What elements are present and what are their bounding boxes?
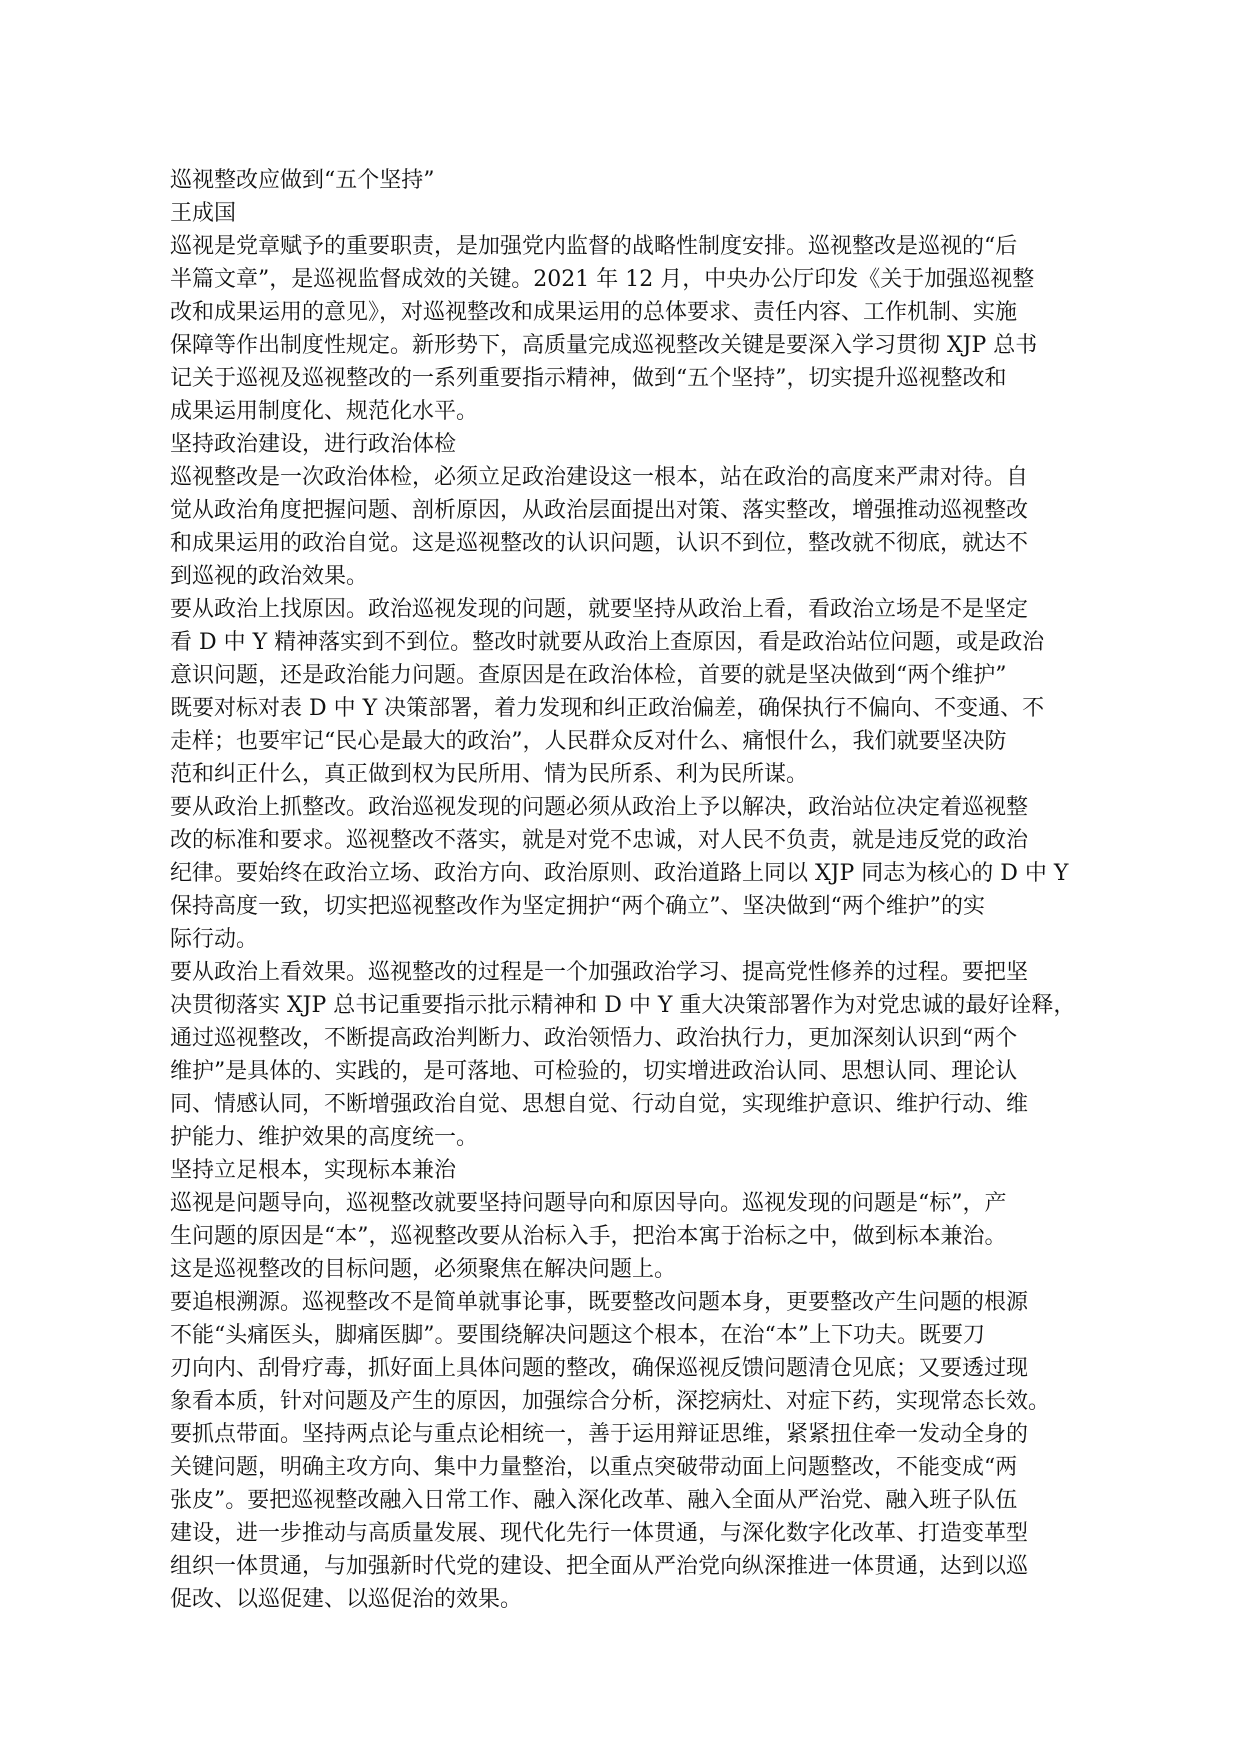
text-line: 纪律。要始终在政治立场、政治方向、政治原则、政治道路上同以 XJP 同志为核心的 D 中 Y — [170, 861, 1069, 886]
document-title: 巡视整改应做到“五个坚持” — [170, 168, 435, 193]
text-line: 既要对标对表 D 中 Y 决策部署，着力发现和纠正政治偏差，确保执行不偏向、不变通、不 — [170, 696, 1045, 721]
text-line: 改的标准和要求。巡视整改不落实，就是对党不忠诚，对人民不负责，就是违反党的政治 — [170, 828, 1029, 853]
text-line: 成果运用制度化、规范化水平。 — [170, 399, 479, 424]
text-line: 建设，进一步推动与高质量发展、现代化先行一体贯通，与深化数字化改革、打造变革型 — [170, 1521, 1029, 1546]
text-line: 觉从政治角度把握问题、剖析原因，从政治层面提出对策、落实整改，增强推动巡视整改 — [170, 498, 1029, 523]
text-line: 要从政治上看效果。巡视整改的过程是一个加强政治学习、提高党性修养的过程。要把坚 — [170, 960, 1029, 985]
text-line: 象看本质，针对问题及产生的原因，加强综合分析，深挖病灶、对症下药，实现常态长效。 — [170, 1389, 1051, 1414]
text-line: 维护”是具体的、实践的，是可落地、可检验的，切实增进政治认同、思想认同、理论认 — [170, 1059, 1018, 1084]
text-line: 保持高度一致，切实把巡视整改作为坚定拥护“两个确立”、坚决做到“两个维护”的实 — [170, 894, 985, 919]
paragraph — [170, 1187, 1070, 1286]
text-line: 决贯彻落实 XJP 总书记重要指示批示精神和 D 中 Y 重大决策部署作为对党忠诚的最好诠释， — [170, 993, 1076, 1018]
document-body — [170, 164, 1076, 1616]
paragraph — [170, 461, 1070, 593]
text-line: 意识问题，还是政治能力问题。查原因是在政治体检，首要的就是坚决做到“两个维护” — [170, 663, 1007, 688]
text-line: 护能力、维护效果的高度统一。 — [170, 1125, 479, 1150]
text-line: 组织一体贯通，与加强新时代党的建设、把全面从严治党向纵深推进一体贯通，达到以巡 — [170, 1554, 1029, 1579]
text-line: 通过巡视整改，不断提高政治判断力、政治领悟力、政治执行力，更加深刻认识到“两个 — [170, 1026, 1018, 1051]
text-line: 生问题的原因是“本”，巡视整改要从治标入手，把治本寓于治标之中，做到标本兼治。 — [170, 1224, 1007, 1249]
text-line: 巡视是党章赋予的重要职责，是加强党内监督的战略性制度安排。巡视整改是巡视的“后 — [170, 234, 1018, 259]
paragraph — [170, 1418, 1070, 1616]
paragraph — [170, 791, 1070, 956]
text-line: 际行动。 — [170, 927, 259, 952]
text-line: 巡视整改是一次政治体检，必须立足政治建设这一根本，站在政治的高度来严肃对待。自 — [170, 465, 1029, 490]
author-name: 王成国 — [170, 201, 237, 226]
text-line: 半篇文章”，是巡视监督成效的关键。2021 年 12 月，中央办公厅印发《关于加强巡视整 — [170, 267, 1035, 292]
text-line: 这是巡视整改的目标问题，必须聚焦在解决问题上。 — [170, 1257, 677, 1282]
paragraph — [170, 593, 1070, 791]
text-line: 范和纠正什么，真正做到权为民所用、情为民所系、利为民所谋。 — [170, 762, 809, 787]
paragraph — [170, 1286, 1070, 1418]
section-heading: 坚持立足根本，实现标本兼治 — [170, 1158, 457, 1183]
text-line: 看 D 中 Y 精神落实到不到位。整改时就要从政治上查原因，看是政治站位问题，或是政治 — [170, 630, 1045, 655]
text-line: 刃向内、刮骨疗毒，抓好面上具体问题的整改，确保巡视反馈问题清仓见底；又要透过现 — [170, 1356, 1029, 1381]
intro-paragraph — [170, 230, 1070, 428]
text-line: 和成果运用的政治自觉。这是巡视整改的认识问题，认识不到位，整改就不彻底，就达不 — [170, 531, 1029, 556]
text-line: 走样；也要牢记“民心是最大的政治”，人民群众反对什么、痛恨什么，我们就要坚决防 — [170, 729, 1007, 754]
text-line: 不能“头痛医头，脚痛医脚”。要围绕解决问题这个根本，在治“本”上下功夫。既要刀 — [170, 1323, 985, 1348]
section-heading: 坚持政治建设，进行政治体检 — [170, 432, 457, 457]
text-line: 要从政治上抓整改。政治巡视发现的问题必须从政治上予以解决，政治站位决定着巡视整 — [170, 795, 1029, 820]
text-line: 巡视是问题导向，巡视整改就要坚持问题导向和原因导向。巡视发现的问题是“标”，产 — [170, 1191, 1007, 1216]
paragraph — [170, 956, 1076, 1154]
text-line: 要从政治上找原因。政治巡视发现的问题，就要坚持从政治上看，看政治立场是不是坚定 — [170, 597, 1029, 622]
text-line: 保障等作出制度性规定。新形势下，高质量完成巡视整改关键是要深入学习贯彻 XJP 总书 — [170, 333, 1038, 358]
text-line: 记关于巡视及巡视整改的一系列重要指示精神，做到“五个坚持”，切实提升巡视整改和 — [170, 366, 1007, 391]
text-line: 改和成果运用的意见》，对巡视整改和成果运用的总体要求、责任内容、工作机制、实施 — [170, 300, 1018, 325]
text-line: 关键问题，明确主攻方向、集中力量整治，以重点突破带动面上问题整改，不能变成“两 — [170, 1455, 1018, 1480]
text-line: 促改、以巡促建、以巡促治的效果。 — [170, 1587, 523, 1612]
text-line: 要抓点带面。坚持两点论与重点论相统一，善于运用辩证思维，紧紧扭住牵一发动全身的 — [170, 1422, 1029, 1447]
text-line: 同、情感认同，不断增强政治自觉、思想自觉、行动自觉，实现维护意识、维护行动、维 — [170, 1092, 1029, 1117]
text-line: 到巡视的政治效果。 — [170, 564, 369, 589]
text-line: 张皮”。要把巡视整改融入日常工作、融入深化改革、融入全面从严治党、融入班子队伍 — [170, 1488, 1018, 1513]
text-line: 要追根溯源。巡视整改不是简单就事论事，既要整改问题本身，更要整改产生问题的根源 — [170, 1290, 1029, 1315]
